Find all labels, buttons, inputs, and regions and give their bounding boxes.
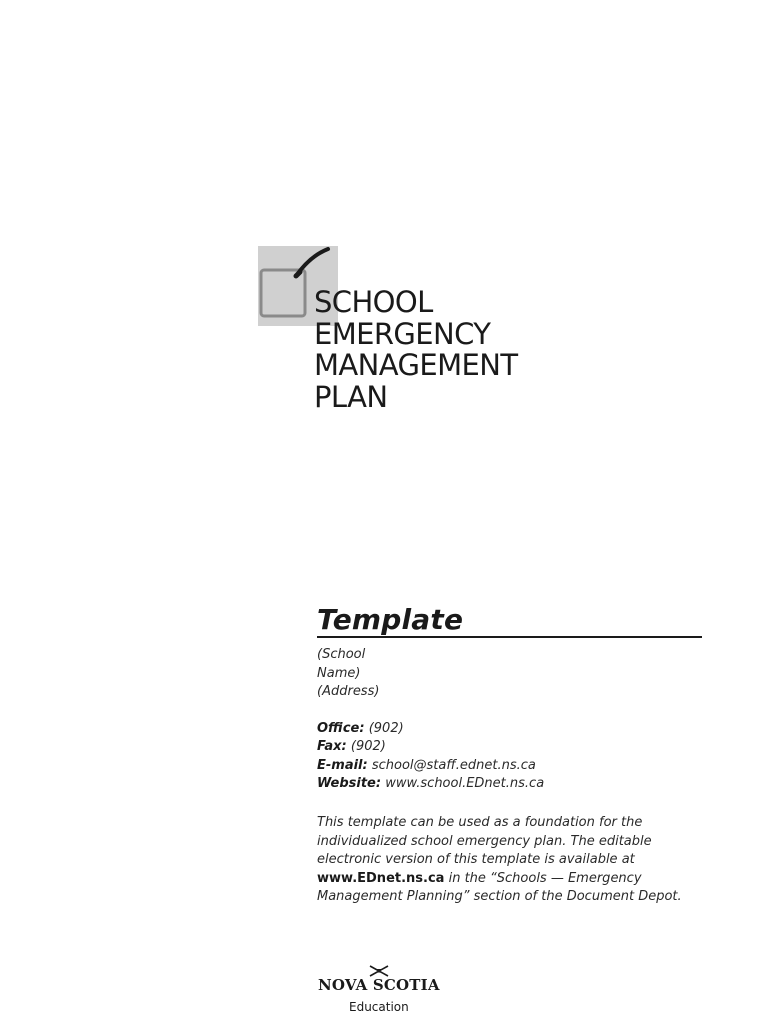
- description-line: This template can be used as a foundation for the: [317, 815, 643, 830]
- title-line: SCHOOL: [314, 285, 433, 319]
- description-line: individualized school emergency plan. The editable: [317, 833, 652, 849]
- email-value: school@staff.ednet.ns.ca: [371, 757, 536, 773]
- title-line: EMERGENCY: [314, 316, 491, 351]
- description-line-rest: in the “Schools — Emergency: [444, 870, 642, 886]
- office-row: [317, 720, 717, 739]
- ednet-link[interactable]: www.EDnet.ns.ca: [317, 870, 445, 886]
- description-line: Management Planning” section of the Document Depot.: [317, 889, 682, 904]
- website-value: www.school.EDnet.ns.ca: [385, 776, 545, 791]
- description-line: electronic version of this template is available at: [317, 852, 635, 867]
- school-info: [317, 646, 717, 794]
- document-title: [314, 287, 517, 413]
- school-address: (Address): [317, 684, 380, 699]
- office-value: (902): [368, 720, 404, 736]
- title-line: MANAGEMENT: [314, 348, 518, 382]
- template-description: [317, 814, 717, 907]
- fax-value: (902): [350, 739, 386, 754]
- nova-scotia-wordmark: NOVA SCOTIA: [318, 976, 440, 994]
- fax-label: Fax:: [317, 739, 347, 754]
- email-row: [317, 757, 717, 776]
- school-name-line: (School: [317, 647, 366, 662]
- template-heading-text: Template: [317, 603, 464, 636]
- email-label: E-mail:: [317, 757, 368, 773]
- office-label: Office:: [317, 720, 365, 736]
- template-heading: [317, 600, 702, 638]
- fax-row: [317, 738, 717, 757]
- description-line: [317, 870, 717, 889]
- school-name-line: Name): [317, 665, 361, 681]
- nova-scotia-education-logo: [318, 962, 438, 1018]
- department-label: Education: [349, 1000, 409, 1014]
- title-line: PLAN: [314, 379, 388, 414]
- website-row: [317, 775, 717, 794]
- website-label: Website:: [317, 776, 382, 791]
